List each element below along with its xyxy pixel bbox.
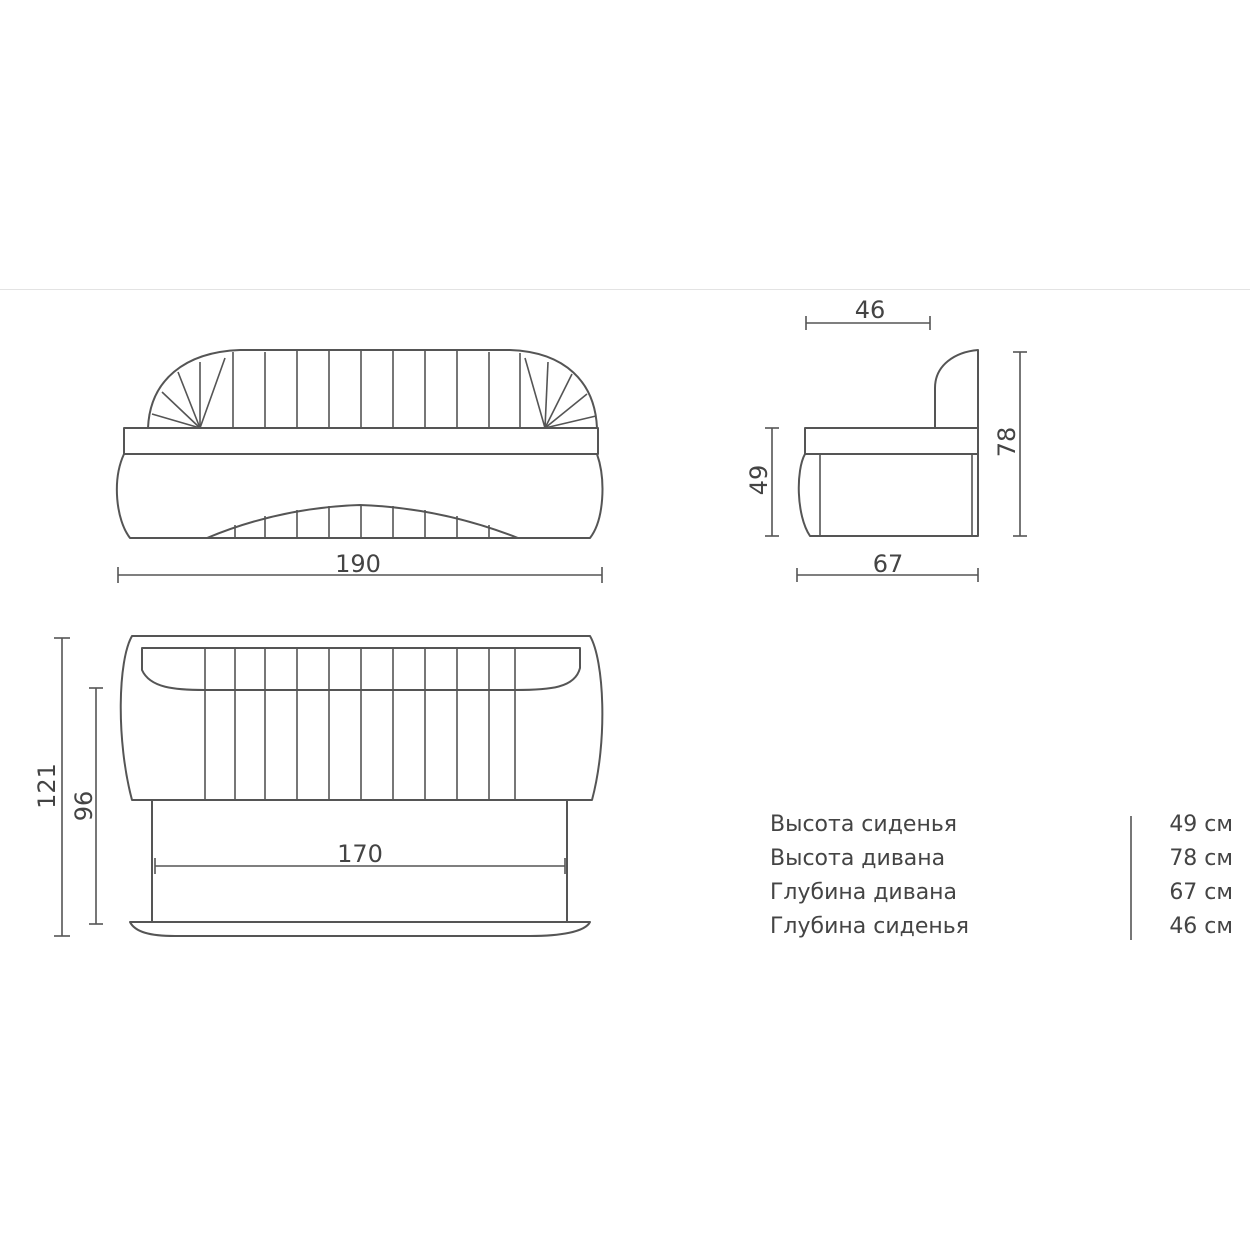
front-seat-cushion bbox=[124, 428, 598, 454]
top-body-depth-label: 96 bbox=[70, 790, 98, 822]
spec-divider bbox=[1130, 816, 1132, 940]
front-base-outline bbox=[117, 454, 603, 538]
front-base-stripes bbox=[235, 505, 489, 538]
side-seat-depth-label: 46 bbox=[854, 296, 886, 324]
top-front-edge bbox=[130, 922, 590, 936]
front-backrest-stripes bbox=[152, 351, 596, 428]
spec-row bbox=[770, 880, 1235, 914]
spec-row bbox=[770, 812, 1235, 846]
side-depth-label: 67 bbox=[872, 550, 904, 578]
front-width-label: 190 bbox=[335, 550, 381, 578]
spec-value: 78 см bbox=[1169, 846, 1233, 871]
spec-row bbox=[770, 846, 1235, 880]
top-backrest-stripes bbox=[205, 648, 515, 800]
side-total-height-label: 78 bbox=[993, 426, 1021, 458]
front-backrest-outline bbox=[148, 350, 597, 428]
spec-value: 46 см bbox=[1169, 914, 1233, 939]
side-seat-height-label: 49 bbox=[745, 464, 773, 496]
top-view bbox=[33, 636, 602, 936]
side-base-outline bbox=[799, 454, 978, 536]
side-view bbox=[745, 296, 1027, 582]
side-seat-cushion bbox=[805, 428, 978, 454]
top-full-depth-label: 121 bbox=[33, 763, 61, 809]
spec-value: 49 см bbox=[1169, 812, 1233, 837]
spec-label: Глубина сиденья bbox=[770, 914, 969, 939]
spec-row bbox=[770, 914, 1235, 948]
spec-label: Высота сиденья bbox=[770, 812, 958, 837]
spec-label: Глубина дивана bbox=[770, 880, 958, 905]
side-backrest-outline bbox=[935, 350, 978, 428]
front-view bbox=[117, 350, 603, 583]
spec-table bbox=[770, 812, 1235, 948]
spec-value: 67 см bbox=[1169, 880, 1233, 905]
spec-label: Высота дивана bbox=[770, 846, 946, 871]
top-inner-width-label: 170 bbox=[337, 840, 383, 868]
front-base-arch bbox=[207, 505, 518, 538]
